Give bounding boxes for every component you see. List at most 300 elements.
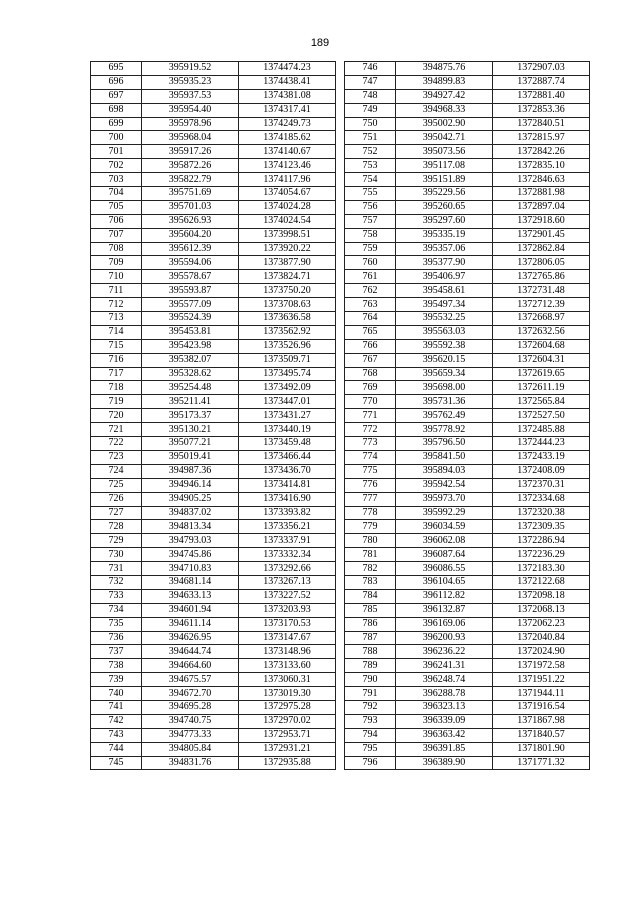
point-number-cell: 796: [345, 756, 396, 770]
x-coordinate-cell: 395328.62: [142, 367, 239, 381]
point-number-cell: 753: [345, 159, 396, 173]
x-coordinate-cell: 395604.20: [142, 228, 239, 242]
point-number-cell: 711: [91, 284, 142, 298]
table-row: [345, 312, 590, 326]
x-coordinate-cell: 395992.29: [396, 506, 493, 520]
point-number-cell: 789: [345, 659, 396, 673]
x-coordinate-cell: 396339.09: [396, 714, 493, 728]
y-coordinate-cell: 1372918.60: [493, 214, 590, 228]
x-coordinate-cell: 395796.50: [396, 437, 493, 451]
point-number-cell: 764: [345, 312, 396, 326]
y-coordinate-cell: 1372433.19: [493, 450, 590, 464]
y-coordinate-cell: 1373393.82: [239, 506, 336, 520]
x-coordinate-cell: 395919.52: [142, 62, 239, 76]
y-coordinate-cell: 1372668.97: [493, 312, 590, 326]
y-coordinate-cell: 1372040.84: [493, 631, 590, 645]
x-coordinate-cell: 394946.14: [142, 478, 239, 492]
table-row: [91, 200, 336, 214]
x-coordinate-cell: 395620.15: [396, 353, 493, 367]
y-coordinate-cell: 1374249.73: [239, 117, 336, 131]
y-coordinate-cell: 1372970.02: [239, 714, 336, 728]
point-number-cell: 699: [91, 117, 142, 131]
table-row: [91, 631, 336, 645]
x-coordinate-cell: 395935.23: [142, 75, 239, 89]
point-number-cell: 703: [91, 173, 142, 187]
x-coordinate-cell: 395524.39: [142, 312, 239, 326]
y-coordinate-cell: 1373148.96: [239, 645, 336, 659]
point-number-cell: 758: [345, 228, 396, 242]
x-coordinate-cell: 396200.93: [396, 631, 493, 645]
y-coordinate-cell: 1372611.19: [493, 381, 590, 395]
point-number-cell: 733: [91, 589, 142, 603]
x-coordinate-cell: 396062.08: [396, 534, 493, 548]
point-number-cell: 722: [91, 437, 142, 451]
x-coordinate-cell: 395130.21: [142, 423, 239, 437]
x-coordinate-cell: 396248.74: [396, 673, 493, 687]
table-row: [91, 728, 336, 742]
point-number-cell: 728: [91, 520, 142, 534]
point-number-cell: 795: [345, 742, 396, 756]
table-row: [345, 395, 590, 409]
x-coordinate-cell: 395229.56: [396, 187, 493, 201]
table-row: [345, 367, 590, 381]
x-coordinate-cell: 395973.70: [396, 492, 493, 506]
table-row: [345, 450, 590, 464]
y-coordinate-cell: 1372619.65: [493, 367, 590, 381]
point-number-cell: 741: [91, 700, 142, 714]
table-row: [91, 381, 336, 395]
point-number-cell: 710: [91, 270, 142, 284]
table-row: [345, 117, 590, 131]
coordinates-table-left: [90, 61, 336, 770]
y-coordinate-cell: 1372632.56: [493, 325, 590, 339]
x-coordinate-cell: 395002.90: [396, 117, 493, 131]
table-row: [91, 298, 336, 312]
table-row: [345, 89, 590, 103]
y-coordinate-cell: 1373147.67: [239, 631, 336, 645]
point-number-cell: 784: [345, 589, 396, 603]
x-coordinate-cell: 396236.22: [396, 645, 493, 659]
x-coordinate-cell: 395117.08: [396, 159, 493, 173]
table-row: [345, 325, 590, 339]
y-coordinate-cell: 1372062.23: [493, 617, 590, 631]
point-number-cell: 779: [345, 520, 396, 534]
table-row: [345, 659, 590, 673]
x-coordinate-cell: 395978.96: [142, 117, 239, 131]
x-coordinate-cell: 395423.98: [142, 339, 239, 353]
y-coordinate-cell: 1372320.38: [493, 506, 590, 520]
x-coordinate-cell: 395593.87: [142, 284, 239, 298]
x-coordinate-cell: 395592.38: [396, 339, 493, 353]
y-coordinate-cell: 1373708.63: [239, 298, 336, 312]
table-row: [345, 700, 590, 714]
table-row: [91, 687, 336, 701]
y-coordinate-cell: 1373509.71: [239, 353, 336, 367]
point-number-cell: 730: [91, 548, 142, 562]
y-coordinate-cell: 1372309.35: [493, 520, 590, 534]
y-coordinate-cell: 1372098.18: [493, 589, 590, 603]
x-coordinate-cell: 396323.13: [396, 700, 493, 714]
x-coordinate-cell: 395077.21: [142, 437, 239, 451]
table-row: [345, 409, 590, 423]
table-row: [345, 228, 590, 242]
x-coordinate-cell: 395659.34: [396, 367, 493, 381]
x-coordinate-cell: 395954.40: [142, 103, 239, 117]
x-coordinate-cell: 394968.33: [396, 103, 493, 117]
y-coordinate-cell: 1373447.01: [239, 395, 336, 409]
table-row: [345, 270, 590, 284]
table-row: [345, 575, 590, 589]
y-coordinate-cell: 1374438.41: [239, 75, 336, 89]
point-number-cell: 743: [91, 728, 142, 742]
point-number-cell: 785: [345, 603, 396, 617]
y-coordinate-cell: 1372334.68: [493, 492, 590, 506]
table-row: [91, 700, 336, 714]
table-row: [345, 284, 590, 298]
y-coordinate-cell: 1372604.68: [493, 339, 590, 353]
table-row: [91, 325, 336, 339]
x-coordinate-cell: 395073.56: [396, 145, 493, 159]
y-coordinate-cell: 1373495.74: [239, 367, 336, 381]
x-coordinate-cell: 395577.09: [142, 298, 239, 312]
table-row: [345, 478, 590, 492]
y-coordinate-cell: 1372122.68: [493, 575, 590, 589]
point-number-cell: 704: [91, 187, 142, 201]
table-row: [345, 520, 590, 534]
y-coordinate-cell: 1373459.48: [239, 437, 336, 451]
table-row: [345, 492, 590, 506]
point-number-cell: 774: [345, 450, 396, 464]
x-coordinate-cell: 395731.36: [396, 395, 493, 409]
point-number-cell: 794: [345, 728, 396, 742]
point-number-cell: 706: [91, 214, 142, 228]
y-coordinate-cell: 1371801.90: [493, 742, 590, 756]
x-coordinate-cell: 395822.79: [142, 173, 239, 187]
y-coordinate-cell: 1373466.44: [239, 450, 336, 464]
point-number-cell: 767: [345, 353, 396, 367]
table-row: [91, 173, 336, 187]
y-coordinate-cell: 1373877.90: [239, 256, 336, 270]
table-row: [345, 534, 590, 548]
y-coordinate-cell: 1372953.71: [239, 728, 336, 742]
y-coordinate-cell: 1372842.26: [493, 145, 590, 159]
x-coordinate-cell: 395357.06: [396, 242, 493, 256]
y-coordinate-cell: 1373019.30: [239, 687, 336, 701]
table-row: [91, 423, 336, 437]
point-number-cell: 737: [91, 645, 142, 659]
point-number-cell: 714: [91, 325, 142, 339]
point-number-cell: 717: [91, 367, 142, 381]
point-number-cell: 739: [91, 673, 142, 687]
y-coordinate-cell: 1371916.54: [493, 700, 590, 714]
point-number-cell: 735: [91, 617, 142, 631]
point-number-cell: 713: [91, 312, 142, 326]
table-row: [91, 187, 336, 201]
y-coordinate-cell: 1373440.19: [239, 423, 336, 437]
y-coordinate-cell: 1372887.74: [493, 75, 590, 89]
y-coordinate-cell: 1374474.23: [239, 62, 336, 76]
point-number-cell: 732: [91, 575, 142, 589]
x-coordinate-cell: 395019.41: [142, 450, 239, 464]
point-number-cell: 782: [345, 562, 396, 576]
table-row: [91, 534, 336, 548]
point-number-cell: 700: [91, 131, 142, 145]
point-number-cell: 718: [91, 381, 142, 395]
y-coordinate-cell: 1372931.21: [239, 742, 336, 756]
table-row: [91, 270, 336, 284]
table-row: [91, 339, 336, 353]
table-row: [91, 312, 336, 326]
x-coordinate-cell: 396363.42: [396, 728, 493, 742]
table-row: [345, 673, 590, 687]
table-row: [91, 589, 336, 603]
point-number-cell: 736: [91, 631, 142, 645]
point-number-cell: 729: [91, 534, 142, 548]
point-number-cell: 770: [345, 395, 396, 409]
x-coordinate-cell: 395612.39: [142, 242, 239, 256]
point-number-cell: 765: [345, 325, 396, 339]
table-row: [91, 214, 336, 228]
table-row: [91, 75, 336, 89]
table-row: [91, 562, 336, 576]
point-number-cell: 698: [91, 103, 142, 117]
point-number-cell: 788: [345, 645, 396, 659]
x-coordinate-cell: 394899.83: [396, 75, 493, 89]
point-number-cell: 780: [345, 534, 396, 548]
table-row: [91, 89, 336, 103]
point-number-cell: 725: [91, 478, 142, 492]
y-coordinate-cell: 1372712.39: [493, 298, 590, 312]
x-coordinate-cell: 395532.25: [396, 312, 493, 326]
table-row: [345, 256, 590, 270]
table-row: [345, 145, 590, 159]
table-row: [91, 742, 336, 756]
table-row: [91, 575, 336, 589]
x-coordinate-cell: 395297.60: [396, 214, 493, 228]
point-number-cell: 719: [91, 395, 142, 409]
point-number-cell: 763: [345, 298, 396, 312]
table-row: [91, 603, 336, 617]
point-number-cell: 742: [91, 714, 142, 728]
x-coordinate-cell: 395497.34: [396, 298, 493, 312]
x-coordinate-cell: 395917.26: [142, 145, 239, 159]
x-coordinate-cell: 394611.14: [142, 617, 239, 631]
point-number-cell: 716: [91, 353, 142, 367]
y-coordinate-cell: 1373824.71: [239, 270, 336, 284]
y-coordinate-cell: 1372897.04: [493, 200, 590, 214]
y-coordinate-cell: 1371771.32: [493, 756, 590, 770]
point-number-cell: 783: [345, 575, 396, 589]
point-number-cell: 726: [91, 492, 142, 506]
point-number-cell: 778: [345, 506, 396, 520]
table-row: [345, 214, 590, 228]
x-coordinate-cell: 395894.03: [396, 464, 493, 478]
y-coordinate-cell: 1373920.22: [239, 242, 336, 256]
x-coordinate-cell: 394710.83: [142, 562, 239, 576]
x-coordinate-cell: 394740.75: [142, 714, 239, 728]
y-coordinate-cell: 1373431.27: [239, 409, 336, 423]
table-body-right: [345, 62, 590, 770]
y-coordinate-cell: 1372236.29: [493, 548, 590, 562]
point-number-cell: 715: [91, 339, 142, 353]
x-coordinate-cell: 394837.02: [142, 506, 239, 520]
x-coordinate-cell: 395968.04: [142, 131, 239, 145]
y-coordinate-cell: 1371867.98: [493, 714, 590, 728]
y-coordinate-cell: 1372835.10: [493, 159, 590, 173]
point-number-cell: 755: [345, 187, 396, 201]
point-number-cell: 695: [91, 62, 142, 76]
point-number-cell: 712: [91, 298, 142, 312]
table-row: [345, 687, 590, 701]
table-row: [91, 409, 336, 423]
point-number-cell: 787: [345, 631, 396, 645]
table-row: [91, 506, 336, 520]
x-coordinate-cell: 394644.74: [142, 645, 239, 659]
x-coordinate-cell: 394672.70: [142, 687, 239, 701]
x-coordinate-cell: 395377.90: [396, 256, 493, 270]
table-row: [345, 353, 590, 367]
y-coordinate-cell: 1373203.93: [239, 603, 336, 617]
y-coordinate-cell: 1371972.58: [493, 659, 590, 673]
table-row: [91, 145, 336, 159]
table-row: [91, 450, 336, 464]
table-row: [345, 423, 590, 437]
y-coordinate-cell: 1374024.28: [239, 200, 336, 214]
y-coordinate-cell: 1373133.60: [239, 659, 336, 673]
y-coordinate-cell: 1372731.48: [493, 284, 590, 298]
y-coordinate-cell: 1373414.81: [239, 478, 336, 492]
table-row: [91, 548, 336, 562]
point-number-cell: 746: [345, 62, 396, 76]
x-coordinate-cell: 394773.33: [142, 728, 239, 742]
table-row: [345, 173, 590, 187]
table-row: [91, 437, 336, 451]
point-number-cell: 791: [345, 687, 396, 701]
table-row: [345, 75, 590, 89]
table-row: [91, 659, 336, 673]
table-row: [345, 131, 590, 145]
point-number-cell: 748: [345, 89, 396, 103]
point-number-cell: 701: [91, 145, 142, 159]
point-number-cell: 757: [345, 214, 396, 228]
x-coordinate-cell: 396389.90: [396, 756, 493, 770]
point-number-cell: 768: [345, 367, 396, 381]
point-number-cell: 744: [91, 742, 142, 756]
y-coordinate-cell: 1374123.46: [239, 159, 336, 173]
coordinates-table-right: [344, 61, 590, 770]
x-coordinate-cell: 396112.82: [396, 589, 493, 603]
point-number-cell: 754: [345, 173, 396, 187]
point-number-cell: 790: [345, 673, 396, 687]
x-coordinate-cell: 394927.42: [396, 89, 493, 103]
x-coordinate-cell: 394793.03: [142, 534, 239, 548]
y-coordinate-cell: 1374024.54: [239, 214, 336, 228]
x-coordinate-cell: 395042.71: [396, 131, 493, 145]
x-coordinate-cell: 394987.36: [142, 464, 239, 478]
point-number-cell: 772: [345, 423, 396, 437]
y-coordinate-cell: 1372485.88: [493, 423, 590, 437]
point-number-cell: 707: [91, 228, 142, 242]
table-row: [345, 298, 590, 312]
point-number-cell: 750: [345, 117, 396, 131]
x-coordinate-cell: 396288.78: [396, 687, 493, 701]
table-row: [345, 742, 590, 756]
table-row: [91, 103, 336, 117]
x-coordinate-cell: 395563.03: [396, 325, 493, 339]
x-coordinate-cell: 395751.69: [142, 187, 239, 201]
table-row: [91, 159, 336, 173]
x-coordinate-cell: 395698.00: [396, 381, 493, 395]
point-number-cell: 752: [345, 145, 396, 159]
point-number-cell: 786: [345, 617, 396, 631]
table-row: [345, 506, 590, 520]
y-coordinate-cell: 1374140.67: [239, 145, 336, 159]
y-coordinate-cell: 1372527.50: [493, 409, 590, 423]
x-coordinate-cell: 395578.67: [142, 270, 239, 284]
y-coordinate-cell: 1371840.57: [493, 728, 590, 742]
y-coordinate-cell: 1373562.92: [239, 325, 336, 339]
y-coordinate-cell: 1373998.51: [239, 228, 336, 242]
y-coordinate-cell: 1371951.22: [493, 673, 590, 687]
y-coordinate-cell: 1372815.97: [493, 131, 590, 145]
point-number-cell: 738: [91, 659, 142, 673]
point-number-cell: 708: [91, 242, 142, 256]
x-coordinate-cell: 394813.34: [142, 520, 239, 534]
x-coordinate-cell: 395594.06: [142, 256, 239, 270]
y-coordinate-cell: 1374185.62: [239, 131, 336, 145]
point-number-cell: 766: [345, 339, 396, 353]
y-coordinate-cell: 1371944.11: [493, 687, 590, 701]
y-coordinate-cell: 1372068.13: [493, 603, 590, 617]
table-row: [91, 464, 336, 478]
x-coordinate-cell: 394875.76: [396, 62, 493, 76]
table-row: [91, 131, 336, 145]
y-coordinate-cell: 1373750.20: [239, 284, 336, 298]
point-number-cell: 749: [345, 103, 396, 117]
table-row: [345, 728, 590, 742]
point-number-cell: 775: [345, 464, 396, 478]
point-number-cell: 793: [345, 714, 396, 728]
table-row: [345, 603, 590, 617]
x-coordinate-cell: 394831.76: [142, 756, 239, 770]
y-coordinate-cell: 1372408.09: [493, 464, 590, 478]
point-number-cell: 727: [91, 506, 142, 520]
table-row: [91, 242, 336, 256]
page-number: 189: [310, 37, 330, 49]
point-number-cell: 723: [91, 450, 142, 464]
table-row: [345, 62, 590, 76]
table-row: [345, 159, 590, 173]
point-number-cell: 696: [91, 75, 142, 89]
table-row: [91, 756, 336, 770]
table-row: [345, 714, 590, 728]
x-coordinate-cell: 394905.25: [142, 492, 239, 506]
x-coordinate-cell: 396034.59: [396, 520, 493, 534]
point-number-cell: 720: [91, 409, 142, 423]
point-number-cell: 734: [91, 603, 142, 617]
y-coordinate-cell: 1373170.53: [239, 617, 336, 631]
table-row: [91, 367, 336, 381]
x-coordinate-cell: 395841.50: [396, 450, 493, 464]
point-number-cell: 702: [91, 159, 142, 173]
x-coordinate-cell: 395260.65: [396, 200, 493, 214]
y-coordinate-cell: 1373492.09: [239, 381, 336, 395]
table-row: [345, 339, 590, 353]
table-row: [345, 437, 590, 451]
point-number-cell: 773: [345, 437, 396, 451]
y-coordinate-cell: 1372881.40: [493, 89, 590, 103]
point-number-cell: 721: [91, 423, 142, 437]
